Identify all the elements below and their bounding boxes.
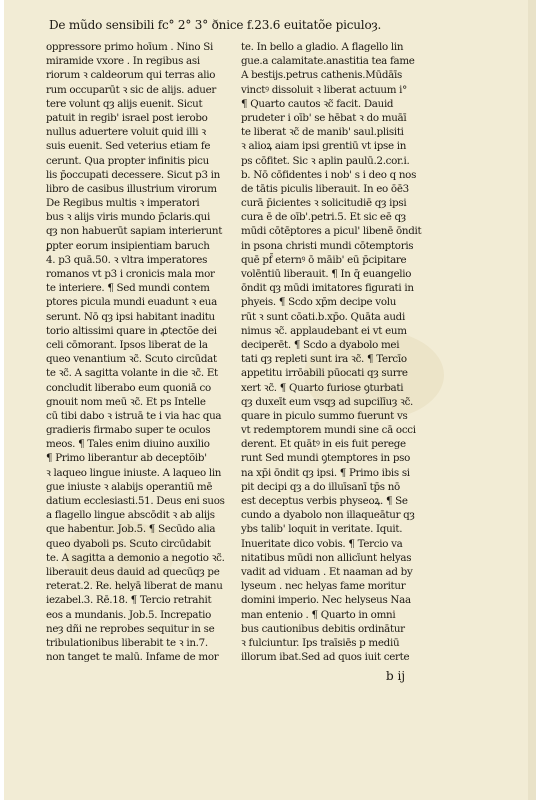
text-line: rūt ꝛ sunt cōati.b.xp̄o. Quāta audi: [241, 310, 405, 323]
text-line: A bestijs.petrus cathenis.Mūdāīs: [241, 69, 402, 82]
text-line: in psona christi mundi cōtemptoris: [241, 239, 414, 252]
text-line: ꝛ alioꝝ aiam ipsi grentiū vt ipse in: [241, 140, 407, 153]
text-line: meos. ¶ Tales enim diuino auxilio: [46, 438, 210, 451]
left-text-column: [46, 40, 236, 664]
text-line: riorum ꝛ caldeorum qui terras alio: [46, 69, 216, 82]
text-line: eos a mundanis. Job.5. Increpatio: [46, 608, 212, 621]
text-line: qȝ non habuerūt sapiam interierunt: [46, 225, 223, 238]
text-line: queo dyaboli ps. Scuto circūdabit: [46, 537, 211, 550]
text-line: quē pf̄ eternꝰ ō māib' eū p̄cipitare: [241, 253, 407, 266]
text-line: derent. Et quātꝰ in eis fuit perege: [241, 438, 406, 451]
text-line: libro de casibus illustrium virorum: [46, 182, 217, 195]
text-line: datium ecclesiasti.51. Deus eni suos: [46, 495, 225, 507]
running-header: De mũdo sensibili fc° 2° 3° ðnice f.23.6 euitatõe piculoȝ.: [49, 18, 382, 32]
text-line: domini imperio. Nec helyseus Naa: [241, 594, 411, 607]
text-line: prudeter i oīb' se hēbat ꝛ do muāī: [241, 111, 407, 124]
text-line: tati qȝ repleti sunt ira ꝛc̃. ¶ Tercīo: [241, 353, 407, 366]
text-line: illorum ibat.Sed ad quos iuit certe: [241, 651, 410, 664]
text-line: lis p̄occupati decessere. Sicut p3 in: [46, 168, 221, 181]
text-line: gnouit nom meū ꝛc̃. Et ps Intelle: [46, 395, 206, 408]
signature-mark: b ij: [386, 669, 406, 683]
text-line: de tātis piculis liberauit. In eo ōē3: [241, 182, 409, 195]
text-line: tere volunt qȝ alijs euenit. Sicut: [46, 97, 203, 110]
text-line: te liberat ꝛc̃ de manib' saul.plisiti: [241, 126, 404, 139]
text-line: ¶ Quarto cautos ꝛc̃ facit. Dauid: [241, 97, 394, 110]
text-line: lyseum . nec helyas fame moritur: [241, 580, 406, 593]
text-line: cū tibi dabo ꝛ istruā te i via hac qua: [46, 409, 222, 422]
text-line: xert ꝛc̃. ¶ Quarto furiose ꝯturbati: [241, 381, 404, 394]
text-line: que habentur. Job.5. ¶ Secūdo alia: [46, 523, 216, 536]
text-line: mūdi cōtēptores a picul' libenē ōndit: [241, 225, 422, 238]
text-line: gue iniuste ꝛ alabijs operantiū mē: [46, 480, 213, 493]
text-line: ps cōfitet. Sic ꝛ aplin paulū.2.cor.i.: [241, 154, 410, 167]
text-line: runt Sed mundi ꝯtemptores in pso: [241, 452, 411, 465]
text-line: qȝ duxeīt eum vsqȝ ad supcilīuȝ ꝛc̃.: [241, 395, 414, 408]
text-line: liberauit deus dauid ad quecūqȝ pe: [46, 565, 220, 578]
text-line: suis euenit. Sed veterius etiam fe: [46, 140, 211, 153]
text-line: bus ꝛ alijs viris mundo p̄claris.qui: [46, 211, 210, 224]
text-line: est deceptus verbis physeoꝝ. ¶ Se: [241, 495, 408, 507]
text-line: ꝛ laqueo lingue iniuste. A laqueo lin: [46, 466, 222, 479]
text-line: serunt. Nō qȝ ipsi habitant inaditu: [46, 310, 215, 323]
text-line: gue.a calamitate.anastitia tea fame: [241, 55, 415, 68]
text-line: curā p̄icientes ꝛ solicitudiē qȝ ipsi: [241, 197, 407, 210]
text-line: te ꝛc̃. A sagitta volante in die ꝛc̃. Et: [46, 367, 218, 380]
text-line: a flagello lingue abscōdit ꝛ ab alijs: [46, 509, 215, 522]
text-line: te. A sagitta a demonio a negotio ꝛc̃.: [46, 551, 225, 564]
page-edge: [528, 0, 536, 800]
manuscript-page: [4, 0, 536, 800]
right-text-column: [241, 40, 441, 664]
text-line: torio altissimi quare in ꝓtectõe dei: [46, 324, 217, 337]
text-line: te interiere. ¶ Sed mundi contem: [46, 282, 210, 295]
text-line: vt redemptorem mundi sine cā occi: [241, 424, 416, 437]
text-line: ꝛ fulciuntur. Ips traīsiēs p mediū: [241, 636, 400, 649]
text-line: te. In bello a gladio. A flagello lin: [241, 41, 404, 53]
text-line: cura ē de oīb'.petri.5. Et sic eē qȝ: [241, 211, 406, 224]
text-line: oppressore primo hoīum . Nino Si: [46, 41, 213, 53]
text-line: ¶ Primo liberantur ab deceptõib': [46, 452, 207, 465]
text-line: queo venantium ꝛc̃. Scuto circūdat: [46, 353, 217, 366]
text-line: celi cōmorant. Ipsos liberat de la: [46, 338, 208, 351]
text-line: Inueritate dico vobis. ¶ Tercio va: [241, 537, 403, 550]
text-line: gradieris firmabo super te oculos: [46, 424, 211, 437]
text-line: ōndit qȝ mūdi imitatores figurati in: [241, 282, 414, 295]
text-line: b. Nō cōfidentes i nob' s i deo q nos: [241, 168, 417, 181]
text-line: volēntiū liberauit. ¶ In q̄ euangelio: [241, 268, 412, 280]
text-line: vadit ad viduam . Et naaman ad by: [241, 565, 413, 578]
text-line: cerunt. Qua propter infinitis picu: [46, 154, 209, 167]
text-line: bus cautionibus debitis ordinātur: [241, 622, 405, 635]
text-line: quare in piculo summo fuerunt vs: [241, 409, 408, 422]
text-line: appetitu irrōabili pūocati qȝ surre: [241, 367, 408, 380]
text-line: man entenio . ¶ Quarto in omni: [241, 608, 396, 621]
text-line: na xp̄i ōndit qȝ ipsi. ¶ Primo ibis si: [241, 466, 410, 479]
text-line: tribulationibus liberabit te ꝛ in.7.: [46, 636, 208, 649]
text-line: reterat.2. Re. helyā liberat de manu: [46, 580, 223, 593]
text-line: nimus ꝛc̃. applaudebant ei vt eum: [241, 324, 407, 337]
text-line: De Regibus multis ꝛ imperatori: [46, 197, 200, 210]
text-line: neȝ dñi ne reprobes sequitur in se: [46, 622, 215, 635]
text-line: romanos vt p3 i cronicis mala mor: [46, 268, 215, 280]
text-line: concludit liberabo eum quoniā co: [46, 381, 211, 394]
text-line: patuit in regib' israel post ierobo: [46, 111, 208, 124]
text-line: non tanget te malū. Infame de mor: [46, 651, 219, 664]
text-line: ꝑpter eorum insipientiam baruch: [46, 239, 210, 252]
text-line: phyeis. ¶ Scdo xp̄m decipe volu: [241, 296, 397, 309]
text-line: 4. p3 quā.50. ꝛ vltra imperatores: [46, 253, 208, 266]
text-line: nullus aduertere voluit quid illi ꝛ: [46, 126, 206, 139]
text-line: iezabel.3. Rē.18. ¶ Tercio retrahit: [46, 594, 212, 607]
text-line: ptores picula mundi euadunt ꝛ eua: [46, 296, 217, 309]
text-line: rum occuparūt ꝛ sic de alijs. aduer: [46, 83, 217, 96]
text-line: cundo a dyabolo non illaqueātur qȝ: [241, 509, 415, 522]
text-line: ybs talib' loquit in veritate. Iquit.: [241, 523, 403, 536]
text-line: vinctꝰ dissoluit ꝛ liberat actuum i°: [241, 83, 408, 96]
text-line: deciperēt. ¶ Scdo a dyabolo mei: [241, 338, 400, 351]
text-line: nitatibus mūdi non allicīunt helyas: [241, 551, 412, 564]
text-line: pit decipi qȝ a do illuīsanī tp̄s nō: [241, 480, 400, 493]
text-line: miramide vxore . In regibus asi: [46, 55, 200, 68]
